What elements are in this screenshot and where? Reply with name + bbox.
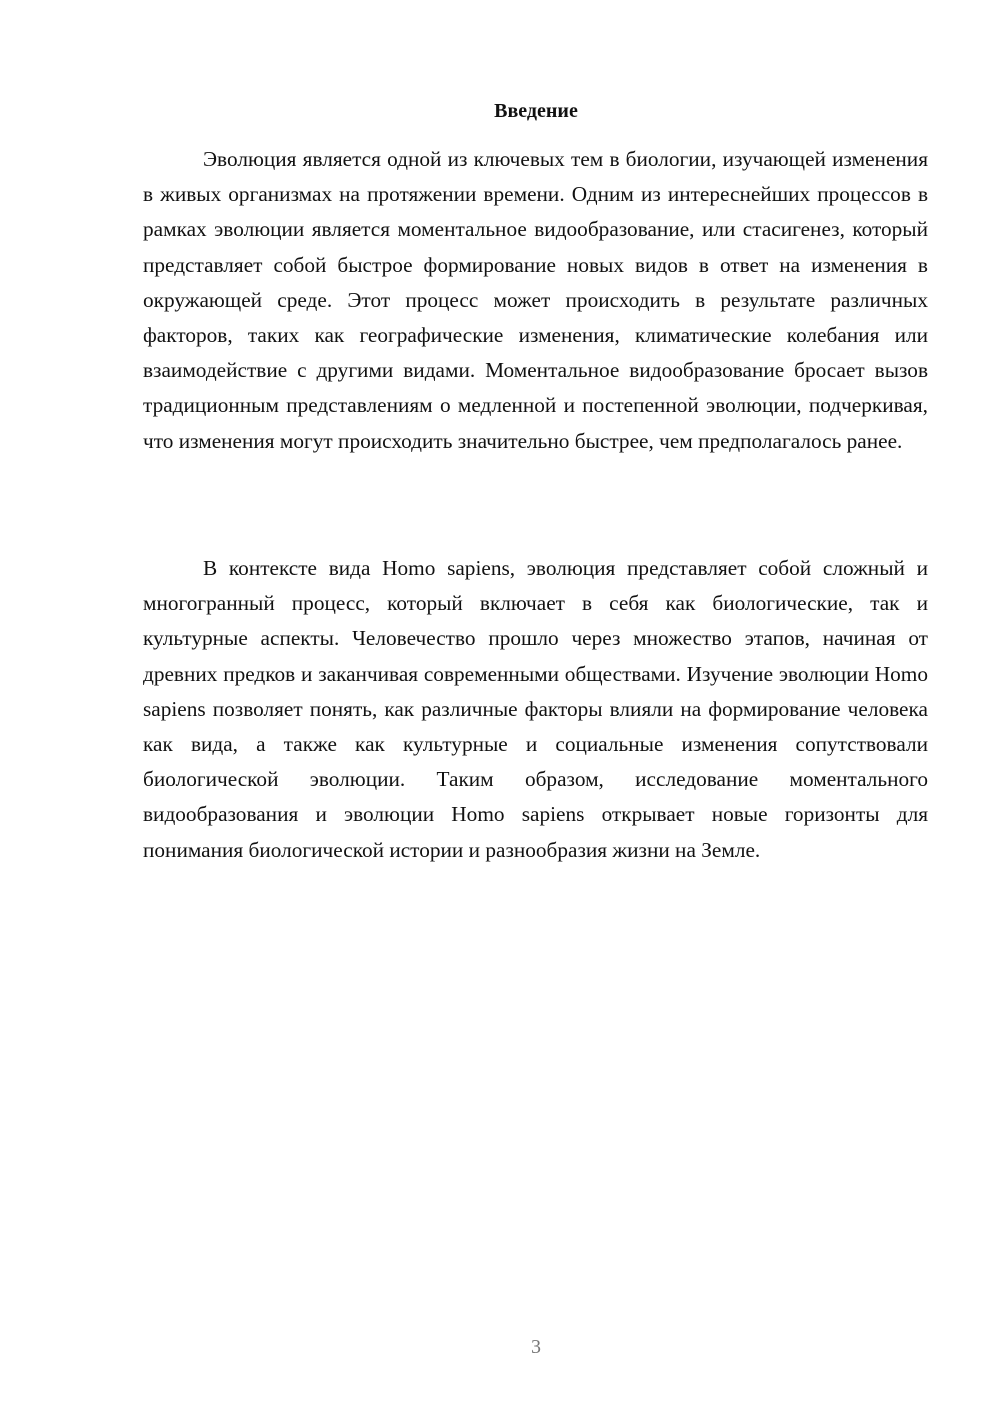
paragraph-introduction: Эволюция является одной из ключевых тем в биологии, изучающей изменения в живых организмах на протяжении времени. Одним из интереснейших процессов в рамках эволюции является моментальное видообразование, или стасигенез, который представляет собой быстрое формирование новых видов в ответ на изменения в окружающей среде. Этот процесс может происходить в результате различных факторов, таких как географические изменения, климатические колебания или взаимодействие с другими видами. Моментальное видообразование бросает вызов традиционным представлениям о медленной и постепенной эволюции, подчеркивая, что изменения могут происходить значительно быстрее, чем предполагалось ранее. [143, 147, 928, 453]
page-number: 3 [531, 1336, 541, 1358]
section-heading: Введение [494, 100, 578, 122]
paragraph-homo-sapiens: В контексте вида Homo sapiens, эволюция представляет собой сложный и многогранный процесс, который включает в себя как биологические, так и культурные аспекты. Человечество прошло через множество этапов, начиная от древних предков и заканчивая современными обществами. Изучение эволюции Homo sapiens позволяет понять, как различные факторы влияли на формирование человека как вида, а также как культурные и социальные изменения сопутствовали биологической эволюции. Таким образом, исследование моментального видообразования и эволюции Homo sapiens открывает новые горизонты для понимания биологической истории и разнообразия жизни на Земле. [143, 556, 928, 862]
